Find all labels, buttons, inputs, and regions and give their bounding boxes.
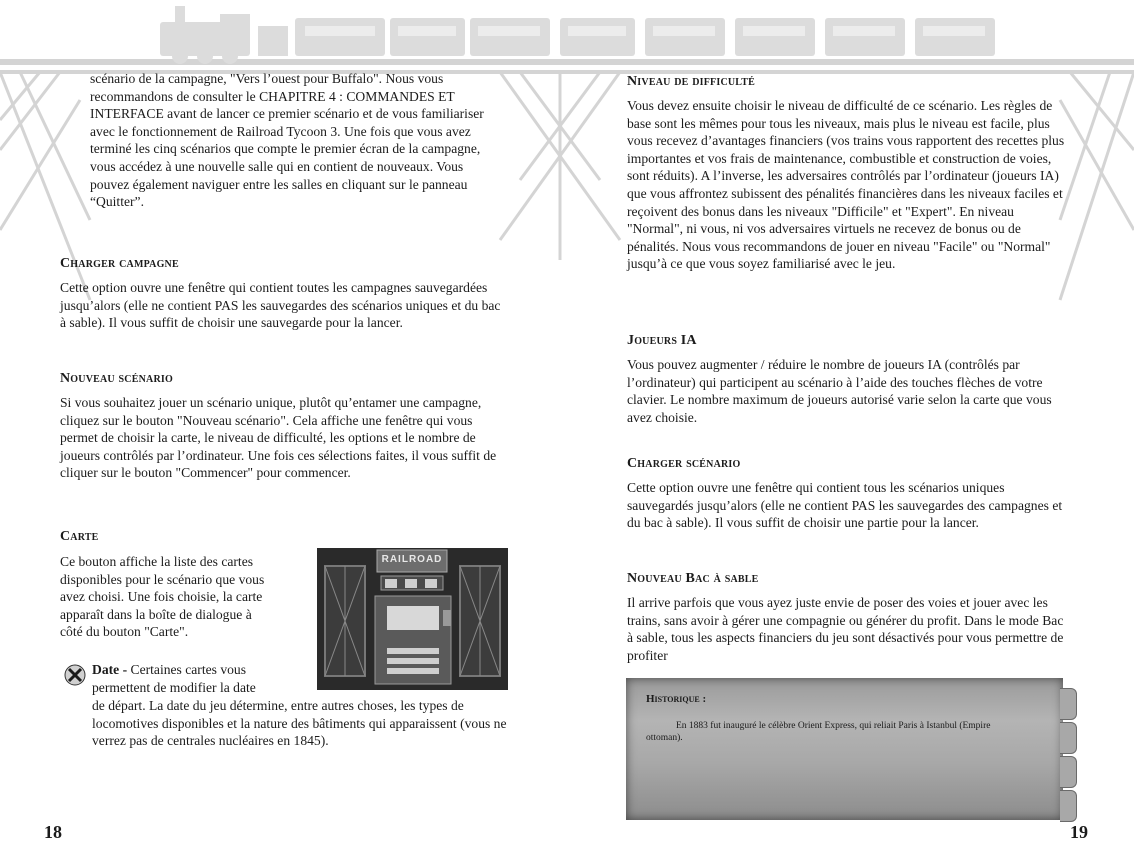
- carte-paragraph: [60, 553, 320, 641]
- date-note-line: [92, 661, 317, 679]
- panel-tab: [1060, 688, 1077, 720]
- charger-scenario-paragraph: Cette option ouvre une fenêtre qui contient tous les scénarios uniques sauvegardés jusqu’alors (elle ne contient PAS les sauvegardes des campagnes et du bac à sable). Il vous suffit de choisir une partie pour la lancer.: [627, 480, 1063, 531]
- joueurs-ia-paragraph: Vous pouvez augmenter / réduire le nombre de joueurs IA (contrôlés par l’ordinateur) qui participent au scénario à l’aide des touches flèches de votre clavier. Le nombre maximum de joueurs autorisé varie selon la carte que vous avez choisie.: [627, 357, 1052, 425]
- carte-line: côté du bouton "Carte".: [60, 624, 189, 640]
- carte-line: Ce bouton affiche la liste des cartes: [60, 554, 254, 569]
- section-heading-charger-scenario: Charger scénario: [627, 456, 741, 471]
- section-heading-nouveau-scenario: Nouveau scénario: [60, 371, 173, 386]
- page-number-right: 19: [1070, 822, 1088, 842]
- historique-panel: [626, 678, 1063, 820]
- section-heading-bac-a-sable: Nouveau Bac à sable: [627, 571, 759, 586]
- section-heading-carte: Carte: [60, 529, 99, 544]
- charger-campagne-paragraph: Cette option ouvre une fenêtre qui contient toutes les campagnes sauvegardées jusqu’alors (elle ne contient PAS les sauvegardes des scénarios uniques et du bac à sable). Il vous suffit de choisir une sauvegarde pour la lancer.: [60, 280, 501, 331]
- carte-line: apparaît dans la boîte de dialogue à: [60, 606, 252, 622]
- game-menu-screenshot: [317, 548, 508, 690]
- panel-tab: [1060, 790, 1077, 822]
- left-intro-paragraph: scénario de la campagne, "Vers l’ouest pour Buffalo". Nous vous recommandons de consulter le CHAPITRE 4 : COMMANDES ET INTERFACE avant de lancer ce premier scénario et de vous familiariser avec le fonctionnement de Railroad Tycoon 3. Une fois que vous avez terminé les cinq scénarios que compte le premier écran de la campagne, vous accédez à une nouvelle salle qui en contient de nouveaux. Vous pouvez également naviguer entre les salles en cliquant sur le panneau “Quitter”.: [90, 71, 484, 210]
- nouveau-scenario-paragraph: Si vous souhaitez jouer un scénario unique, plutôt qu’entamer une campagne, cliquez sur le bouton "Nouveau scénario". Cela affiche une fenêtre qui vous permet de choisir la carte, le niveau de difficulté, les options et le nombre de joueurs contrôlés par l’ordinateur. Une fois ces sélections faites, il vous suffit de cliquer sur le bouton "Commencer" pour commencer.: [60, 395, 497, 481]
- crossed-hammers-icon: [64, 664, 86, 686]
- bac-a-sable-paragraph: Il arrive parfois que vous ayez juste envie de poser des voies et jouer avec les trains, sans avoir à gérer une compagnie ou générer du profit. Dans le mode Bac à sable, tous les aspects financiers du jeu sont désactivés pour vous permettre de profiter: [627, 595, 1064, 663]
- panel-tab: [1060, 722, 1077, 754]
- page-number-left: 18: [44, 822, 62, 842]
- screenshot-logo-text: RAILROAD: [381, 554, 443, 565]
- section-heading-niveau-difficulte: Niveau de difficulté: [627, 74, 755, 89]
- date-note-lead: [92, 661, 317, 696]
- section-heading-charger-campagne: Charger campagne: [60, 256, 179, 271]
- historique-title: Historique :: [646, 693, 707, 705]
- carte-line: disponibles pour le scénario que vous: [60, 571, 265, 587]
- date-note-label: Date -: [92, 662, 128, 677]
- date-note-paragraph: de départ. La date du jeu détermine, entre autres choses, les types de locomotives disponibles et la nature des bâtiments qui apparaissent (vous ne verrez pas de centrales nucléaires en 1845).: [92, 698, 507, 749]
- date-note-line2: permettent de modifier la date: [92, 679, 256, 695]
- niveau-difficulte-paragraph: Vous devez ensuite choisir le niveau de difficulté de ce scénario. Les règles de base sont les mêmes pour tous les niveaux, mais plus le niveau est facile, plus vous recevez d’avantages financiers (vos trains vous rapportent des recettes plus importantes et vos frais de maintenance, combustible et construction de voies, sont réduits). A l’inverse, les adversaires contrôlés par l’ordinateur (joueurs IA) que vous affrontez subissent des pénalités financières dans les niveaux faciles et reçoivent des bonus dans les niveaux "Difficile" et "Expert". En niveau "Normal", ni vous, ni vos adversaires virtuels ne recevez de bonus ou de pénalités. Nous vous recommandons de jouer en niveau "Facile" ou "Normal" jusqu’à ce que vous soyez familiarisé avec le jeu.: [627, 98, 1065, 272]
- section-heading-joueurs-ia: Joueurs IA: [627, 333, 697, 348]
- panel-tab: [1060, 756, 1077, 788]
- date-note-line1: Certaines cartes vous: [127, 662, 247, 677]
- historique-text: En 1883 fut inauguré le célèbre Orient Express, qui reliait Paris à Istanbul (Empire ottoman).: [646, 721, 991, 743]
- carte-line: avez choisi. Une fois choisie, la carte: [60, 589, 263, 605]
